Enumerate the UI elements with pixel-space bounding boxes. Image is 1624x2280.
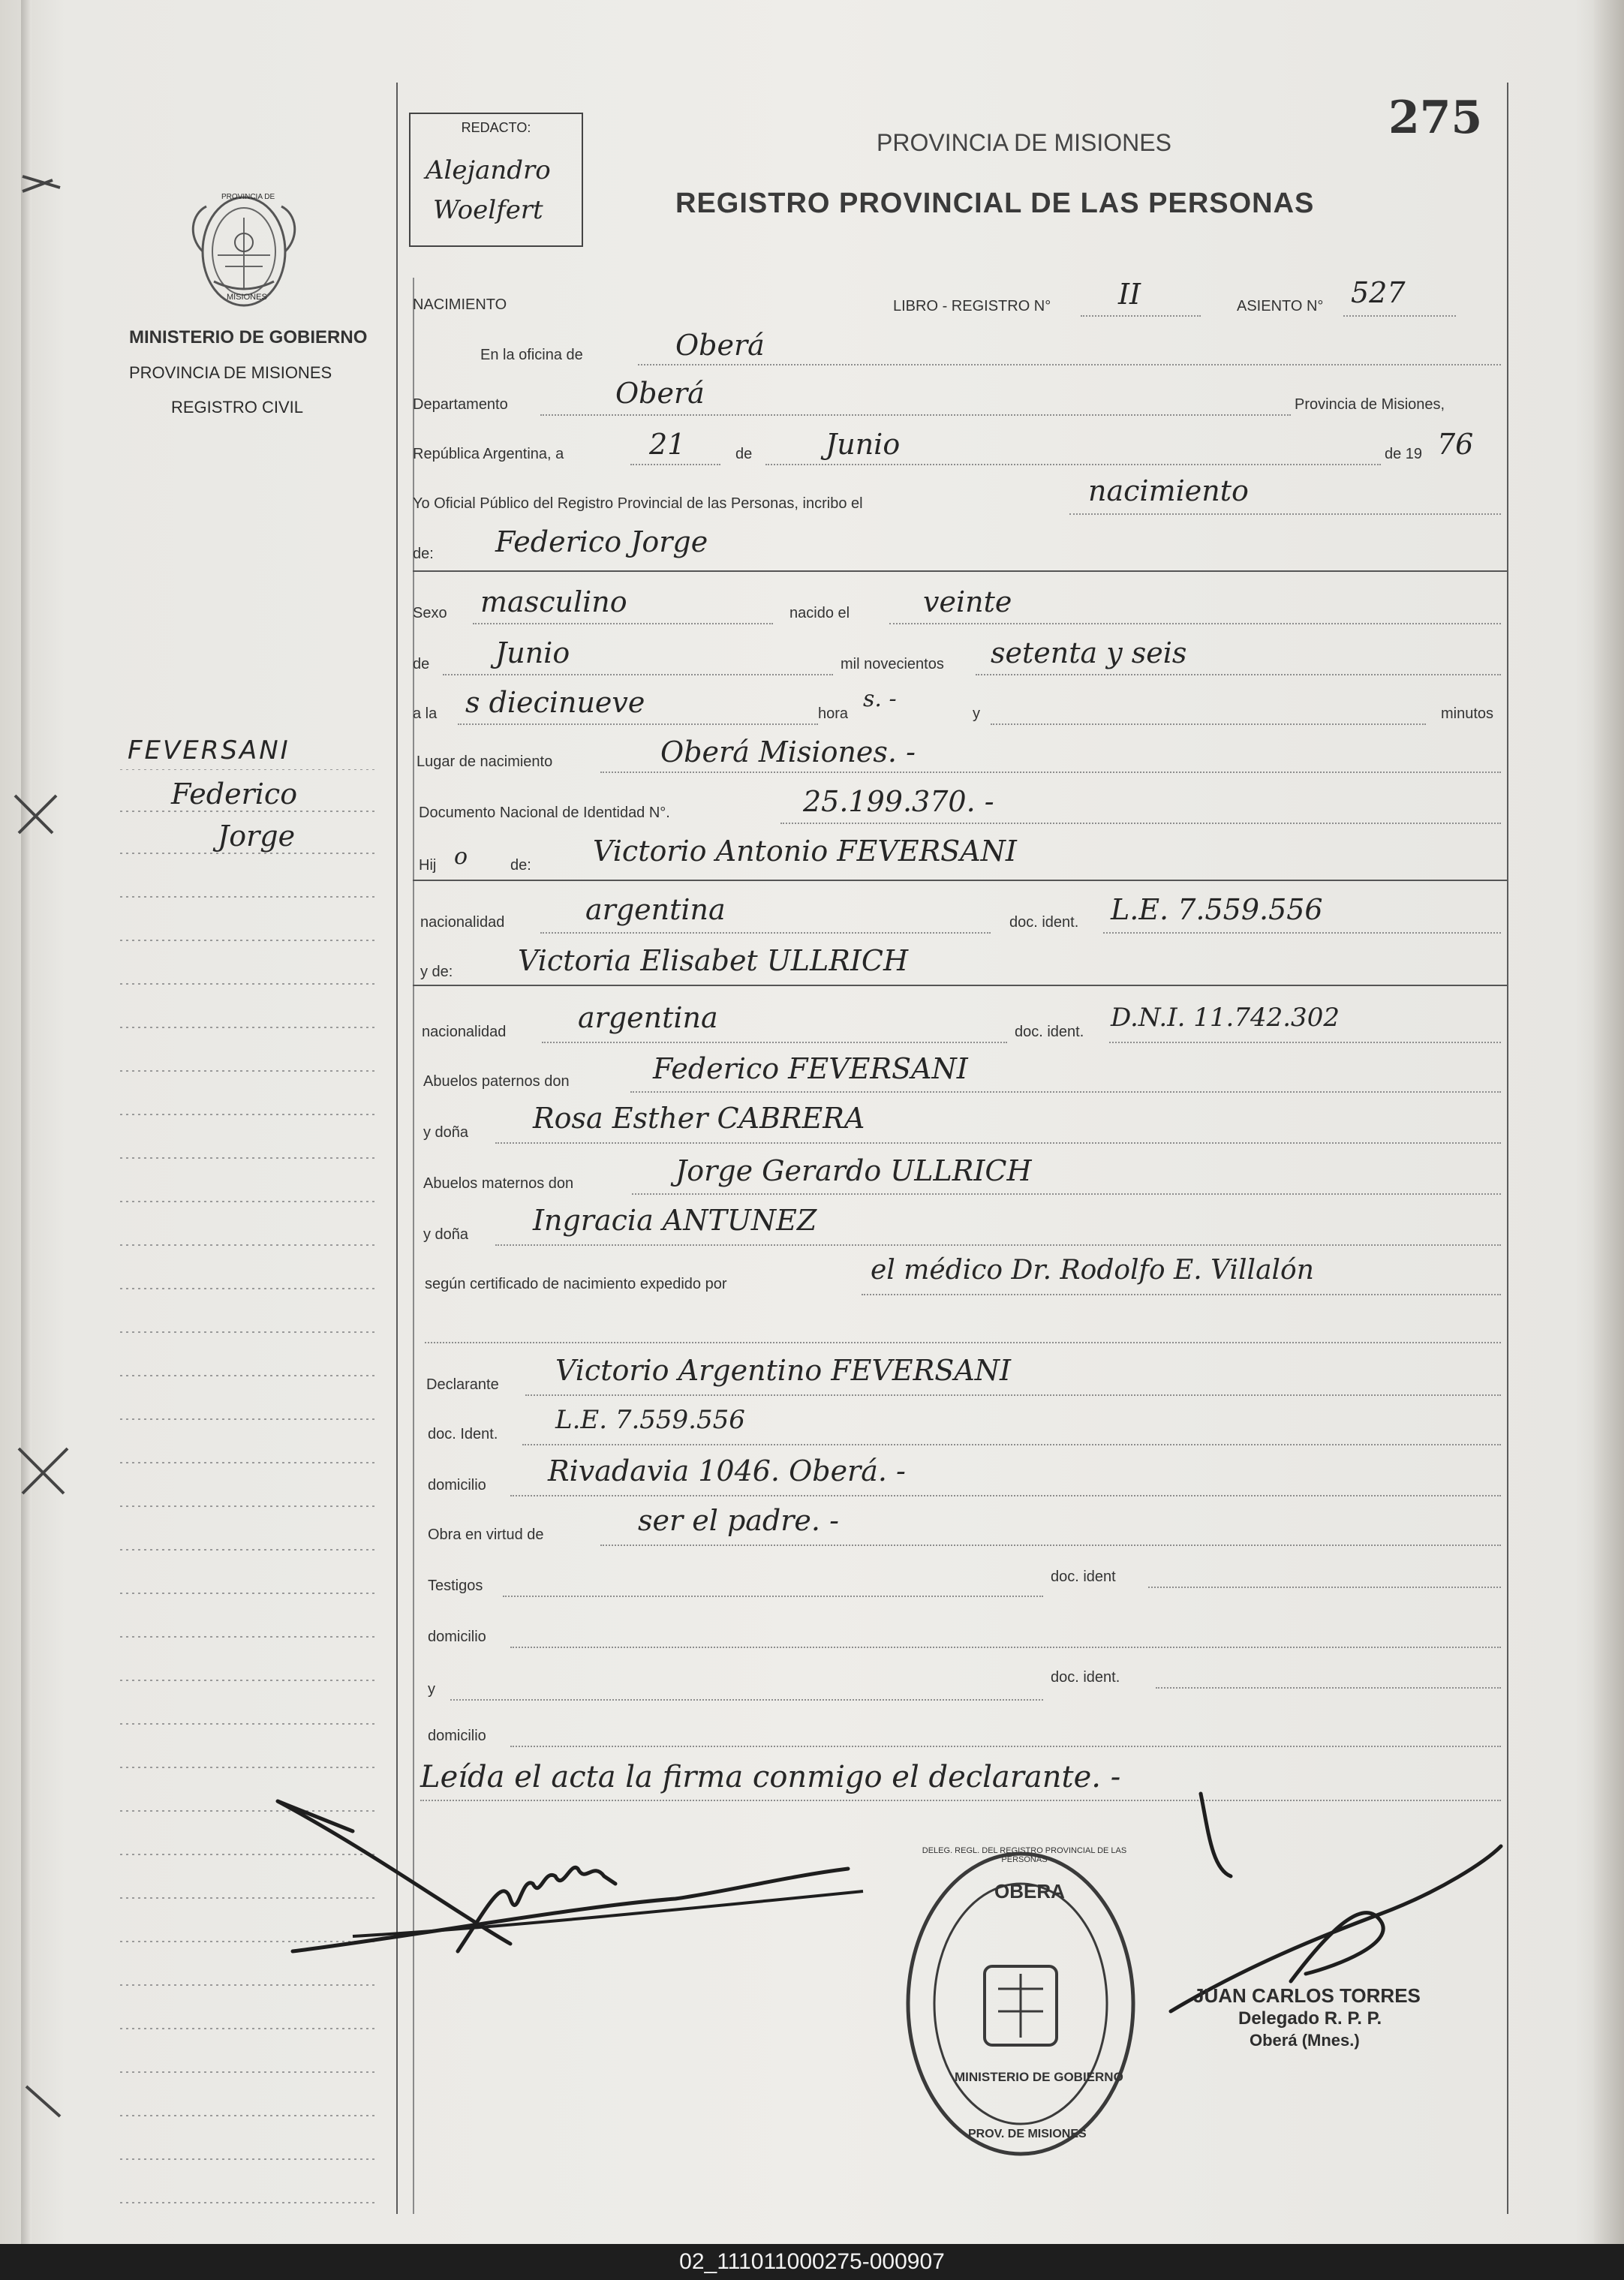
obra-line (600, 1545, 1501, 1546)
doc1-line (1103, 932, 1501, 934)
stamp-center-text: OBERA (994, 1880, 1065, 1903)
doc2-label: doc. ident. (1015, 1024, 1084, 1040)
nacido-value: veinte (923, 585, 1012, 618)
domicilio3-line (510, 1746, 1501, 1747)
cert-value: el médico Dr. Rodolfo E. Villalón (871, 1255, 1314, 1286)
dona2-label: y doña (423, 1226, 469, 1243)
minutos-line (991, 723, 1426, 725)
nacido-label: nacido el (789, 605, 850, 621)
de3-label: de (413, 656, 430, 672)
de2-label: de: (413, 546, 434, 562)
dni-line (780, 823, 1501, 824)
ab-pat-label: Abuelos paternos don (423, 1073, 570, 1090)
testigos-label: Testigos (428, 1578, 483, 1594)
sexo-line (473, 623, 773, 624)
mes-line (765, 464, 1381, 465)
mes2-value: Junio (495, 636, 570, 669)
dni-label: Documento Nacional de Identidad N°. (419, 805, 670, 821)
declarant-signature (263, 1786, 878, 1981)
hora-value: s diecinueve (465, 686, 645, 719)
madre-underline (413, 985, 1507, 986)
libro-label: LIBRO - REGISTRO N° (893, 298, 1051, 314)
madre-value: Victoria Elisabet ULLRICH (518, 944, 909, 977)
anio-value: 76 (1437, 428, 1474, 461)
hijo-label: Hij (419, 857, 437, 874)
dona1-value: Rosa Esther CABRERA (533, 1102, 865, 1135)
sexo-label: Sexo (413, 605, 447, 621)
domicilio2-label: domicilio (428, 1629, 486, 1645)
nac2-label: nacionalidad (422, 1024, 507, 1040)
nombre-underline (413, 570, 1507, 572)
margin-surname: FEVERSANI (128, 735, 290, 766)
sexo-value: masculino (480, 585, 627, 618)
horas-value: s. - (863, 686, 897, 712)
dia-line (630, 464, 720, 465)
oficial-line (1069, 513, 1501, 515)
dni-value: 25.199.370. - (803, 785, 994, 818)
docdecl-label: doc. Ident. (428, 1426, 498, 1442)
declarante-line (525, 1394, 1501, 1396)
page-number: 275 (1388, 92, 1483, 144)
libro-value: II (1118, 278, 1141, 311)
hijo-suffix: o (454, 844, 468, 870)
official-role: Delegado R. P. P. (1238, 2008, 1382, 2029)
stamp-inner-text: MINISTERIO DE GOBIERNO (955, 2070, 1123, 2084)
province-header: PROVINCIA DE MISIONES (877, 129, 1171, 156)
mil-label: mil novecientos (841, 656, 944, 672)
departamento-line (540, 414, 1291, 416)
domicilio-value: Rivadavia 1046. Oberá. - (548, 1454, 906, 1487)
obra-label: Obra en virtud de (428, 1527, 544, 1543)
docid2-line (1156, 1687, 1501, 1689)
ab-mat-line (632, 1193, 1501, 1195)
seal-bottom-text: MISIONES (227, 293, 267, 302)
obra-value: ser el padre. - (638, 1504, 839, 1537)
domicilio-label: domicilio (428, 1477, 486, 1493)
ministry-line-2: PROVINCIA DE MISIONES (129, 363, 332, 382)
nombre-value: Federico Jorge (495, 525, 708, 558)
registry-title: REGISTRO PROVINCIAL DE LAS PERSONAS (675, 188, 1315, 219)
y2-label: y (428, 1681, 435, 1698)
nac1-line (540, 932, 991, 934)
lugar-value: Oberá Misiones. - (660, 735, 916, 769)
departamento-label: Departamento (413, 396, 508, 413)
mes2-line (443, 674, 833, 675)
nacido-line (889, 623, 1501, 624)
stamp-ring-text: DELEG. REGL. DEL REGISTRO PROVINCIAL DE LAS PERSONAS (922, 1846, 1127, 1864)
docid1-line (1148, 1587, 1501, 1588)
docid2-label: doc. ident. (1051, 1669, 1120, 1686)
domicilio2-line (510, 1647, 1501, 1648)
ab-pat-value: Federico FEVERSANI (653, 1052, 968, 1085)
nac2-line (542, 1042, 1007, 1043)
provincia-label: Provincia de Misiones, (1295, 396, 1445, 413)
ab-mat-label: Abuelos maternos don (423, 1175, 574, 1192)
closing-statement: Leída el acta la firma conmigo el declarante. - (420, 1760, 1121, 1794)
asiento-value: 527 (1351, 276, 1406, 309)
ala-label: a la (413, 705, 438, 722)
asiento-line (1343, 315, 1456, 317)
dona1-line (495, 1142, 1501, 1144)
padre-underline (413, 880, 1507, 881)
redacto-label: REDACTO: (461, 120, 531, 135)
cert-extra-line (425, 1342, 1501, 1343)
doc2-line (1109, 1042, 1501, 1043)
hora-line (458, 723, 818, 725)
oficial-value: nacimiento (1088, 474, 1249, 507)
dona1-label: y doña (423, 1124, 469, 1141)
horas-label: hora (818, 705, 849, 722)
oficina-label: En la oficina de (480, 347, 583, 363)
dona2-line (495, 1244, 1501, 1246)
domicilio-line (510, 1495, 1501, 1496)
declarante-value: Victorio Argentino FEVERSANI (555, 1354, 1012, 1387)
yde-label: y de: (420, 964, 453, 980)
testigos-line (503, 1596, 1043, 1597)
ab-pat-line (630, 1091, 1501, 1093)
cert-label: según certificado de nacimiento expedido por (425, 1276, 727, 1292)
docid1-label: doc. ident (1051, 1569, 1116, 1585)
docdecl-line (522, 1444, 1501, 1445)
doc1-label: doc. ident. (1009, 914, 1079, 931)
margin-ruled-lines (120, 769, 375, 2210)
seal-top-text: PROVINCIA DE (221, 193, 275, 201)
doc1-value: L.E. 7.559.556 (1111, 893, 1323, 926)
padre-value: Victorio Antonio FEVERSANI (593, 835, 1017, 868)
departamento-value: Oberá (615, 377, 705, 410)
anio2-value: setenta y seis (991, 636, 1187, 669)
margin-second-name: Jorge (218, 820, 296, 853)
anio2-line (976, 674, 1501, 675)
asiento-label: ASIENTO N° (1237, 298, 1324, 314)
nacimiento-label: NACIMIENTO (413, 296, 507, 313)
nac1-value: argentina (585, 893, 726, 926)
docdecl-value: L.E. 7.559.556 (555, 1405, 745, 1435)
ministry-line-1: MINISTERIO DE GOBIERNO (129, 327, 368, 347)
anio-label: de 19 (1385, 446, 1423, 462)
page-edge (1594, 0, 1624, 2244)
nac2-value: argentina (578, 1001, 718, 1034)
lugar-label: Lugar de nacimiento (417, 753, 553, 770)
cert-line (862, 1294, 1501, 1295)
oficina-line (638, 364, 1501, 365)
ministry-line-3: REGISTRO CIVIL (171, 398, 304, 417)
republica-label: República Argentina, a (413, 446, 564, 462)
redacto-box (409, 113, 583, 247)
minutos-label: minutos (1441, 705, 1494, 722)
oficial-label: Yo Oficial Público del Registro Provincial de las Personas, incribo el (413, 495, 863, 512)
declarante-label: Declarante (426, 1376, 499, 1393)
mes-value: Junio (826, 428, 901, 461)
y2-line (450, 1699, 1043, 1701)
binding-stitches (0, 0, 90, 2244)
oficina-value: Oberá (675, 329, 765, 362)
redacto-name-2: Woelfert (433, 195, 543, 225)
redacto-name-1: Alejandro (426, 155, 551, 185)
doc2-value: D.N.I. 11.742.302 (1111, 1003, 1340, 1033)
stamp-bottom-text: PROV. DE MISIONES (968, 2128, 1087, 2140)
hijo-de-label: de: (510, 857, 531, 874)
ab-mat-value: Jorge Gerardo ULLRICH (675, 1154, 1032, 1187)
official-name: JUAN CARLOS TORRES (1193, 1984, 1421, 2007)
y-label: y (973, 705, 980, 722)
image-filename: 02_111011000275-000907 (0, 2244, 1624, 2280)
nac1-label: nacionalidad (420, 914, 505, 931)
de-label: de (735, 446, 753, 462)
official-place: Oberá (Mnes.) (1250, 2031, 1360, 2050)
dona2-value: Ingracia ANTUNEZ (533, 1204, 817, 1237)
margin-first-name: Federico (171, 778, 298, 811)
dia-value: 21 (649, 428, 686, 461)
domicilio3-label: domicilio (428, 1728, 486, 1744)
lugar-line (600, 772, 1501, 773)
libro-line (1081, 315, 1201, 317)
